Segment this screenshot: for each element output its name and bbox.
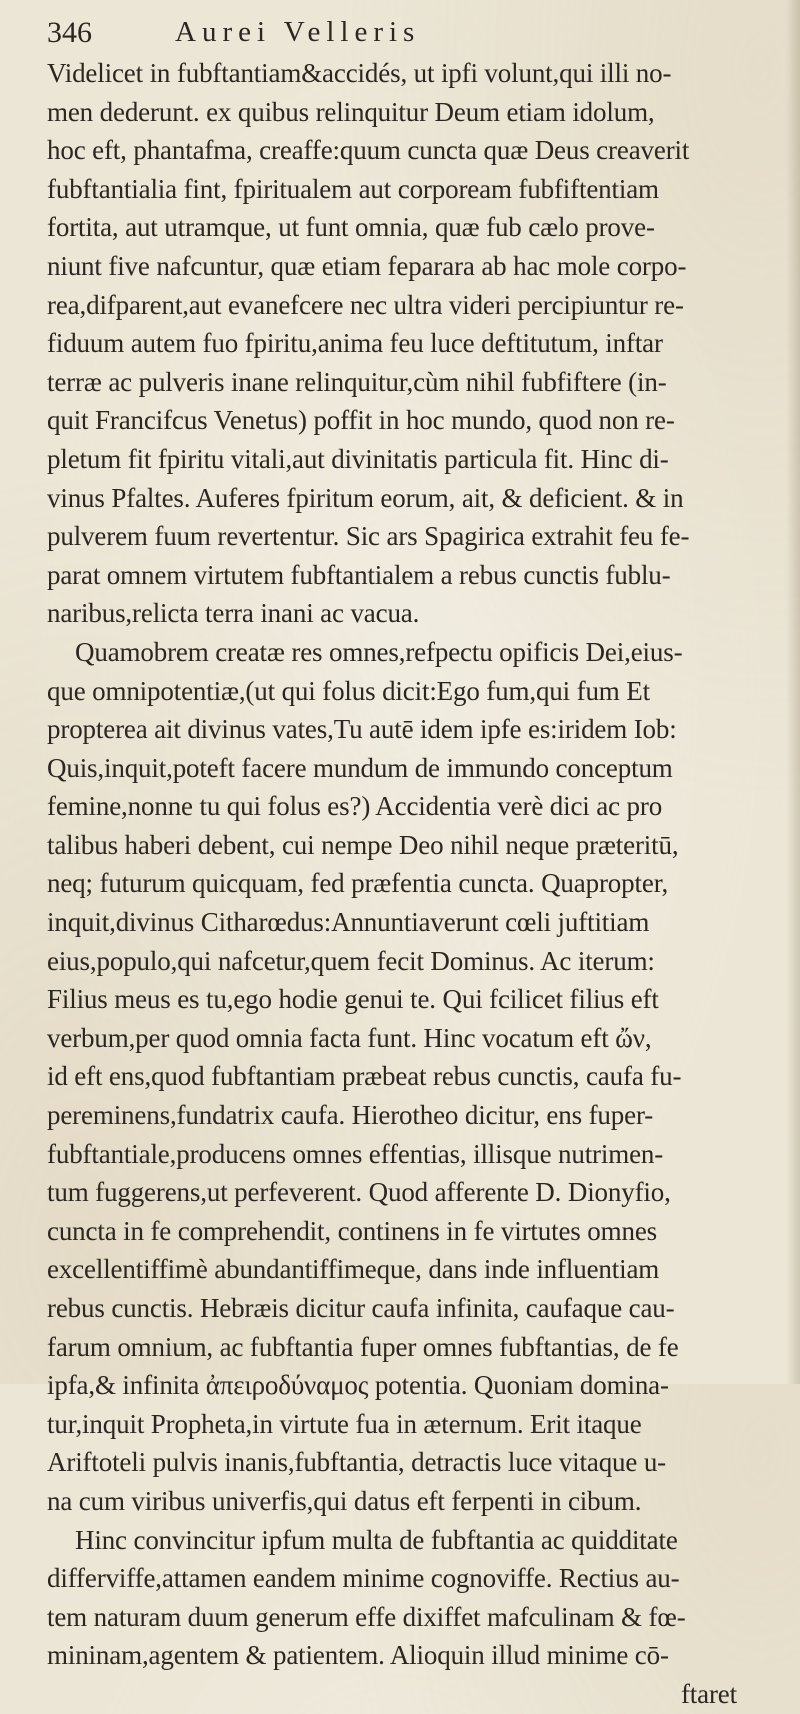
text-line: ftaret xyxy=(680,1678,737,1709)
body-text xyxy=(47,54,747,1714)
text-line: que omnipotentiæ,(ut qui folus dicit:Ego fum,qui fum Et xyxy=(47,675,650,706)
text-line: hoc eft, phantafma, creaffe:quum cuncta quæ Deus creaverit xyxy=(47,135,690,166)
text-line: pereminens,fundatrix caufa. Hierotheo dicitur, ens fuper- xyxy=(47,1100,654,1131)
text-line: pletum fit fpiritu vitali,aut divinitatis particula fit. Hinc di- xyxy=(47,443,669,474)
text-line: Videlicet in fubftantiam&accidés, ut ipfi volunt,qui illi no- xyxy=(47,58,672,88)
text-line: Filius meus es tu,ego hodie genui te. Qui fcilicet filius eft xyxy=(47,984,659,1015)
text-line: vinus Pfaltes. Auferes fpiritum eorum, ait, & deficient. & in xyxy=(47,482,684,513)
text-line: inquit,divinus Citharœdus:Annuntiaverunt cœli juftitiam xyxy=(47,907,650,938)
text-line: niunt five nafcuntur, quæ etiam feparara ab hac mole corpo- xyxy=(47,250,687,281)
text-line: eius,populo,qui nafcetur,quem fecit Dominus. Ac iterum: xyxy=(47,945,655,976)
text-line: mininam,agentem & patientem. Alioquin illud minime cō- xyxy=(47,1640,669,1671)
text-line: men dederunt. ex quibus relinquitur Deum etiam idolum, xyxy=(47,96,655,127)
page-gutter-shadow xyxy=(786,0,800,1384)
text-line: fiduum autem fuo fpiritu,anima feu luce deftitutum, inftar xyxy=(47,328,663,359)
text-line: rea,difparent,aut evanefcere nec ultra videri percipiuntur re- xyxy=(47,289,684,320)
text-line: terræ ac pulveris inane relinquitur,cùm nihil fubfiftere (in- xyxy=(47,366,667,397)
text-line: quit Francifcus Venetus) poffit in hoc mundo, quod non re- xyxy=(47,405,675,436)
text-line: tum fuggerens,ut perfeverent. Quod afferente D. Dionyfio, xyxy=(47,1177,671,1208)
text-line: Ariftoteli pulvis inanis,fubftantia, detractis luce vitaque u- xyxy=(47,1447,667,1478)
text-line: ipfa,& infinita ἀπειροδύναμος potentia. Quoniam domina- xyxy=(47,1370,669,1401)
text-line: parat omnem virtutem fubftantialem a rebus cunctis fublu- xyxy=(47,559,671,590)
text-line: excellentiffimè abundantiffimeque, dans inde influentiam xyxy=(47,1254,660,1285)
text-line: neq; futurum quicquam, fed præfentia cuncta. Quapropter, xyxy=(47,868,669,899)
text-line: propterea ait divinus vates,Tu autē idem ipfe es:iridem Iob: xyxy=(47,714,677,745)
text-line: femine,nonne tu qui folus es?) Accidentia verè dici ac pro xyxy=(47,791,663,822)
text-line: tur,inquit Propheta,in virtute fua in æternum. Erit itaque xyxy=(47,1408,642,1439)
text-line: verbum,per quod omnia facta funt. Hinc vocatum eft ὤν, xyxy=(47,1022,652,1053)
running-head-title: Aurei Velleris xyxy=(175,16,421,48)
text-line: Quamobrem creatæ res omnes,refpectu opificis Dei,eius- xyxy=(75,636,683,667)
text-line: talibus haberi debent, cui nempe Deo nihil neque præteritū, xyxy=(47,829,679,860)
running-head xyxy=(47,12,747,52)
text-line: differviffe,attamen eandem minime cognoviffe. Rectius au- xyxy=(47,1563,680,1594)
text-line: fubftantiale,producens omnes effentias, illisque nutrimen- xyxy=(47,1138,664,1169)
text-line: fubftantialia fint, fpiritualem aut corpoream fubfiftentiam xyxy=(47,173,659,204)
text-line: naribus,relicta terra inani ac vacua. xyxy=(47,598,420,629)
text-line: Quis,inquit,poteft facere mundum de immundo conceptum xyxy=(47,752,673,783)
text-line: id eft ens,quod fubftantiam præbeat rebus cunctis, caufa fu- xyxy=(47,1061,682,1092)
text-line: cuncta in fe comprehendit, continens in fe virtutes omnes xyxy=(47,1215,658,1246)
page-number: 346 xyxy=(47,16,92,49)
text-line: Hinc convincitur ipfum multa de fubftantia ac quidditate xyxy=(75,1524,678,1555)
text-line: fortita, aut utramque, ut funt omnia, quæ fub cælo prove- xyxy=(47,212,655,243)
text-line: tem naturam duum generum effe dixiffet mafculinam & fœ- xyxy=(47,1601,686,1632)
text-line: rebus cunctis. Hebræis dicitur caufa infinita, caufaque cau- xyxy=(47,1293,675,1323)
text-line: pulverem fuum revertentur. Sic ars Spagirica extrahit feu fe- xyxy=(47,521,690,552)
text-line: na cum viribus univerfis,qui datus eft ferpenti in cibum. xyxy=(47,1485,642,1516)
text-line: farum omnium, ac fubftantia fuper omnes fubftantias, de fe xyxy=(47,1331,679,1362)
